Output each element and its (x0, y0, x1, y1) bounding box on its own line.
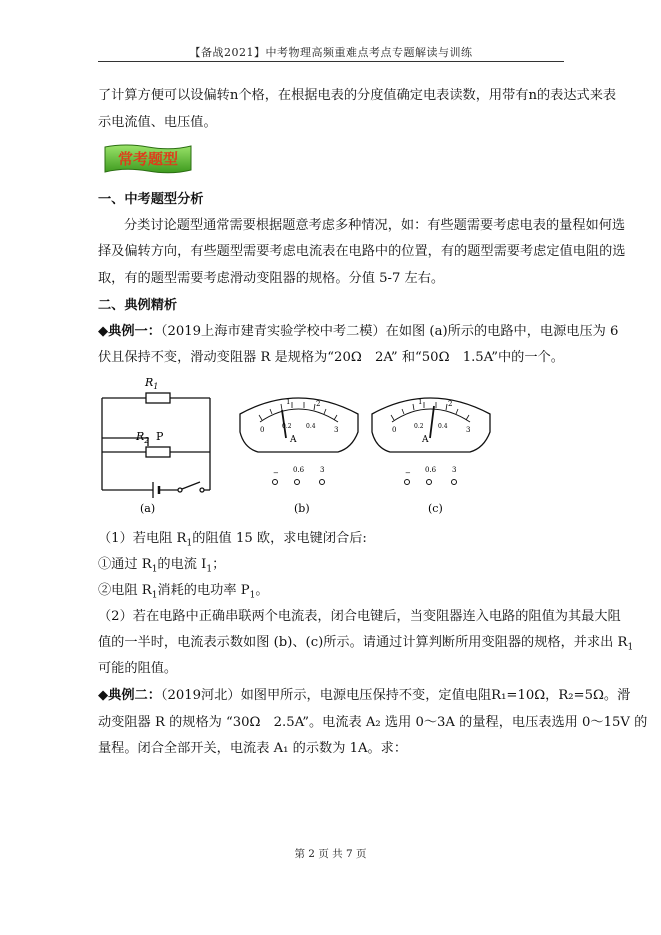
slider-p-label: P (156, 430, 164, 443)
svg-text:−: − (405, 469, 411, 477)
page-footer: 第 2 页 共 7 页 (294, 848, 367, 860)
meter-c-unit: A (422, 435, 429, 445)
example1-label: ◆典例一： (98, 324, 161, 339)
page-header: 【备战2021】中考物理高频重难点考点专题解读与训练 (189, 46, 473, 59)
svg-text:1: 1 (418, 398, 423, 406)
example1-line-2: 伏且保持不变，滑动变阻器 R 是规格为“20Ω 2A” 和“50Ω 1.5A”中的一个。 (98, 350, 564, 365)
svg-text:0.6: 0.6 (425, 466, 437, 474)
banner-ribbon-icon (103, 143, 193, 175)
example2-line-3: 量程。闭合全部开关，电流表 A₁ 的示数为 1A。求： (98, 741, 408, 756)
svg-text:3: 3 (452, 466, 457, 474)
meter-b-unit: A (290, 435, 297, 445)
section1-p3: 取，有的题型需要考虑滑动变阻器的规格。分值 5-7 左右。 (98, 271, 445, 286)
example1-q2-line-1: （2）若在电路中正确串联两个电流表，闭合电键后，当变阻器连入电路的阻值为其最大阻 (98, 609, 621, 624)
example1-q2-line-3: 可能的阻值。 (98, 661, 178, 676)
example1-text: （2019上海市建青实验学校中考二模）在如图 (a)所示的电路中，电源电压为 6 (160, 324, 619, 339)
example1-q1: （1）若电阻 $R_1$的阻值 15 欧，求电键闭合后: (98, 531, 367, 549)
svg-text:0.4: 0.4 (438, 423, 448, 430)
svg-text:0.2: 0.2 (414, 423, 424, 430)
circuit-diagram-a (102, 393, 210, 498)
example2-line-1: ◆典例二：（2019河北）如图甲所示，电源电压保持不变，定值电阻R₁=10Ω，R₂=5Ω。滑 (98, 688, 631, 703)
svg-text:2: 2 (316, 400, 321, 408)
svg-text:0: 0 (260, 426, 265, 434)
section1-p1: 分类讨论题型通常需要根据题意考虑多种情况，如：有些题需要考虑电表的量程如何选 (124, 218, 626, 233)
banner-label: 常考题型 (117, 150, 179, 168)
svg-text:1: 1 (286, 398, 291, 406)
example2-line-2: 动变阻器 R 的规格为 “30Ω 2.5A”。电流表 A₂ 选用 0～3A 的量程，电压表选用 0～15V 的 (98, 715, 648, 730)
svg-text:3: 3 (334, 426, 339, 434)
header-rule (98, 61, 564, 62)
section1-heading: 一、中考题型分析 (98, 192, 204, 207)
ammeter-c (372, 398, 490, 485)
circuit-figure (98, 362, 538, 526)
r2-label: $R_2$ (136, 430, 150, 445)
svg-text:0.4: 0.4 (306, 423, 316, 430)
figure-label-a: (a) (140, 502, 156, 515)
ammeter-b (240, 398, 358, 485)
svg-text:0.6: 0.6 (293, 466, 305, 474)
section1-p2: 择及偏转方向，有些题型需要考虑电流表在电路中的位置，有的题型需要考虑定值电阻的选 (98, 244, 626, 259)
svg-text:2: 2 (448, 400, 453, 408)
svg-text:3: 3 (320, 466, 325, 474)
svg-text:0: 0 (392, 426, 397, 434)
intro-line-1: 了计算方便可以设偏转n个格，在根据电表的分度值确定电表读数，用带有n的表达式来表 (98, 88, 617, 103)
svg-text:3: 3 (466, 426, 471, 434)
figure-label-c: (c) (428, 502, 443, 515)
example1-q1b: ②电阻 $R_1$消耗的电功率 $P_1$。 (98, 583, 269, 601)
example1-q2-line-2: 值的一半时，电流表示数如图 (b)、(c)所示。请通过计算判断所用变阻器的规格，并求出 $R_1$ (98, 635, 634, 653)
section2-heading: 二、典例精析 (98, 298, 178, 313)
svg-text:0.2: 0.2 (282, 423, 292, 430)
banner (103, 143, 193, 175)
example1-q1a: ①通过 $R_1$的电流 $I_1$； (98, 557, 226, 575)
figure-label-b: (b) (294, 502, 310, 515)
example1-line-1 (98, 323, 618, 341)
example2-label: ◆典例二： (98, 688, 161, 703)
r1-label: $R_1$ (145, 376, 159, 391)
svg-text:−: − (273, 469, 279, 477)
intro-line-2: 示电流值、电压值。 (98, 115, 217, 130)
